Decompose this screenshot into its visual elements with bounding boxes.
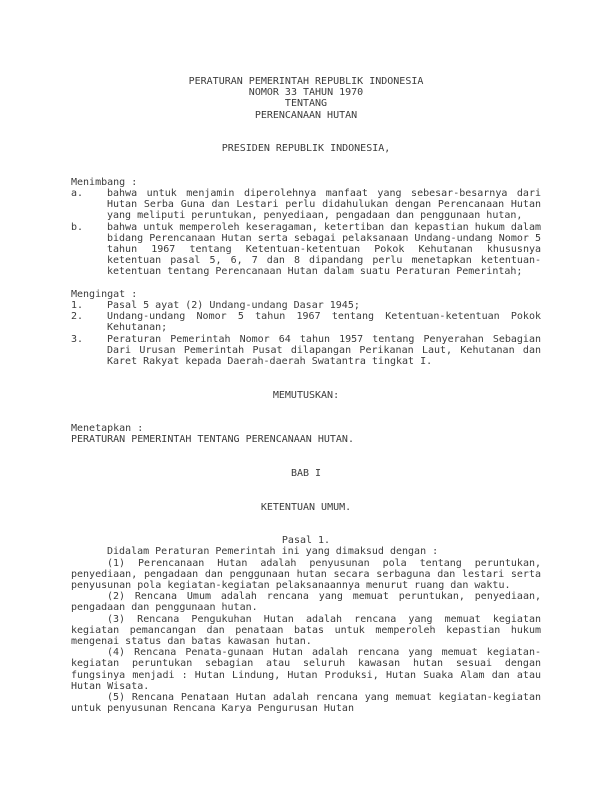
list-text: Undang-undang Nomor 5 tahun 1967 tentang Ketentuan-ketentuan Pokok Kehutanan; [107, 311, 541, 334]
list-item [71, 300, 541, 311]
list-text: bahwa untuk menjamin diperolehnya manfaat yang sebesar-besarnya dari Hutan Serba Guna dan Lestari perlu didahulukan dengan Perencanaan Hutan yang meliputi peruntukan, penyediaan, pengadaan dan penggunaan hutan, [107, 188, 541, 222]
article-clause: (5) Rencana Penataan Hutan adalah rencana yang memuat kegiatan-kegiatan untuk penyusunan Rencana Karya Pengurusan Hutan [71, 692, 541, 715]
article-clause: (4) Rencana Penata-gunaan Hutan adalah rencana yang memuat kegiatan-kegiatan peruntukan sebagian atau seluruh kawasan hutan sesuai dengan fungsinya menjadi : Hutan Lindung, Hutan Produksi, Hutan Suaka Alam dan atau Hutan Wisata. [71, 647, 541, 692]
issuing-authority: PRESIDEN REPUBLIK INDONESIA, [221, 143, 391, 155]
title-line-4: PERENCANAAN HUTAN [254, 109, 358, 121]
article-clause: (1) Perencanaan Hutan adalah penyusunan pola tentang peruntukan, penyediaan, pengadaan dan penggunaan hutan secara serbaguna dan lestari serta penyusunan pola kegiatan-kegiatan pelaksanaannya menurut ruang dan waktu. [71, 557, 541, 592]
list-marker: 3. [71, 333, 84, 345]
establishing-text: PERATURAN PEMERINTAH TENTANG PERENCANAAN HUTAN. [71, 434, 354, 446]
list-marker: 1. [71, 300, 84, 312]
title-line-1: PERATURAN PEMERINTAH REPUBLIK INDONESIA [188, 76, 424, 87]
article-lead: Didalam Peraturan Pemerintah ini yang dimaksud dengan : [107, 546, 439, 558]
article-clause: (3) Rencana Pengukuhan Hutan adalah rencana yang memuat kegiatan kegiatan pemancangan dan penataan batas untuk memperoleh kepastian hukum mengenai status dan batas kawasan hutan. [71, 613, 541, 648]
list-marker: a. [71, 188, 84, 199]
establishing-section [71, 423, 541, 445]
considering-list [71, 188, 541, 278]
recalling-section [71, 289, 541, 367]
document-body [71, 76, 541, 714]
document-title [71, 76, 541, 121]
recalling-label: Mengingat : [71, 288, 138, 300]
article-section [71, 535, 541, 714]
list-text: Peraturan Pemerintah Nomor 64 tahun 1957 tentang Penyerahan Sebagian Dari Urusan Pemerintah Pusat dilapangan Perikanan Laut, Kehutanan dan Karet Rakyat kepada Daerah-daerah Swatantra tingkat I. [107, 333, 541, 368]
list-item [71, 188, 541, 222]
title-line-3: TENTANG [284, 98, 328, 110]
list-item [71, 334, 541, 368]
list-text: Pasal 5 ayat (2) Undang-undang Dasar 1945; [107, 300, 360, 312]
chapter-number: BAB I [290, 468, 322, 480]
considering-label: Menimbang : [71, 176, 138, 188]
decides-heading: MEMUTUSKAN: [272, 389, 340, 401]
list-text: bahwa untuk memperoleh keseragaman, ketertiban dan kepastian hukum dalam bidang Perencanaan Hutan serta sebagai pelaksanaan Undang-undang Nomor 5 tahun 1967 tentang Ketentuan-ketentuan Pokok Kehutanan khususnya ketentuan pasal 5, 6, 7 dan 8 dipandang perlu menetapkan ketentuan-ketentuan tentang Perencanaan Hutan dalam suatu Peraturan Pemerintah; [107, 221, 541, 278]
recalling-list [71, 300, 541, 367]
considering-section [71, 177, 541, 278]
article-clause: (2) Rencana Umum adalah rencana yang memuat peruntukan, penyediaan, pengadaan dan penggunaan hutan. [71, 591, 541, 614]
chapter-title: KETENTUAN UMUM. [260, 501, 352, 513]
list-item [71, 311, 541, 333]
title-line-2: NOMOR 33 TAHUN 1970 [248, 87, 364, 99]
article-number: Pasal 1. [281, 535, 331, 547]
list-marker: b. [71, 221, 84, 233]
list-item [71, 222, 541, 278]
establishing-label: Menetapkan : [71, 423, 144, 435]
list-marker: 2. [71, 311, 84, 323]
